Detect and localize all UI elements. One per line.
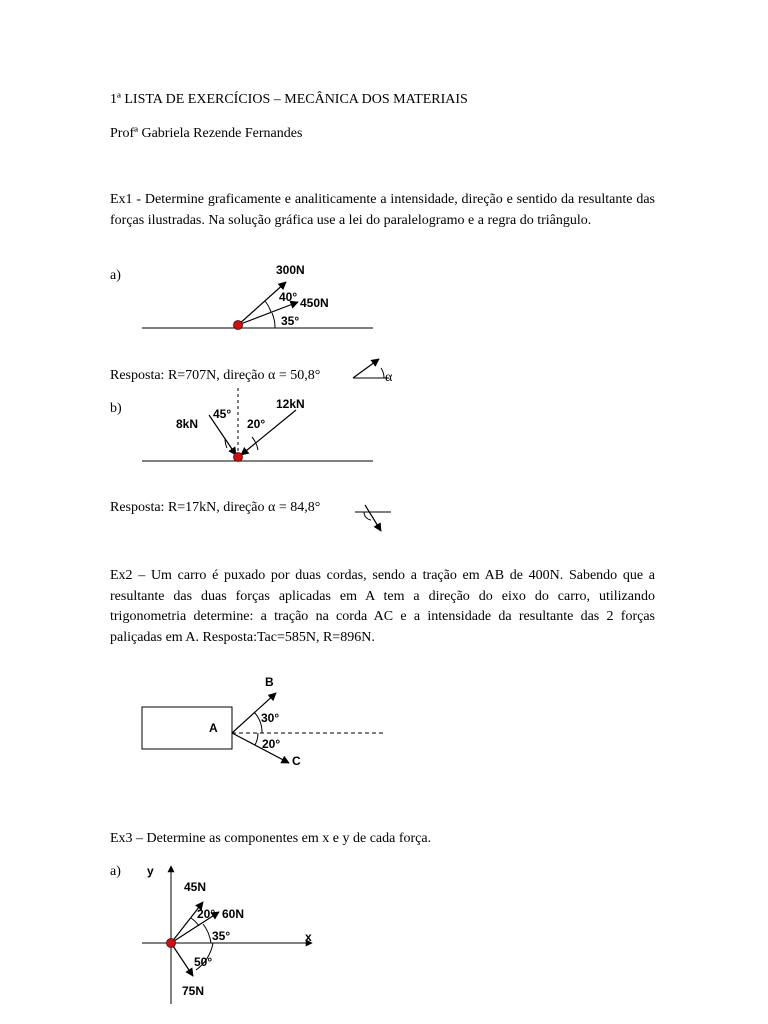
ex3-a-label-60n: 60N [222, 907, 245, 921]
ex3-a-origin-point [167, 939, 176, 948]
ex3-a-label-45n: 45N [184, 880, 207, 894]
ex2-label-30deg: 30° [261, 711, 280, 725]
ex3-a-item: a) [110, 864, 121, 879]
ex3-a-diagram [142, 864, 312, 1004]
ex1-a-label-300n: 300N [276, 263, 305, 277]
ex3-a-label-20deg: 20° [197, 907, 216, 921]
page-title: 1ª LISTA DE EXERCÍCIOS – MECÂNICA DOS MATERIAIS [110, 92, 468, 107]
ex1-a-arc-40 [265, 301, 271, 312]
ex1-a-alpha-arrow [353, 359, 379, 378]
ex1-a-answer: Resposta: R=707N, direção α = 50,8° [110, 368, 321, 383]
ex1-a-item: a) [110, 268, 121, 283]
ex1-statement: Ex1 - Determine graficamente e analiticamente a intensidade, direção e sentido da resultante das forças ilustradas. Na solução gráfica use a lei do paralelogramo e a regra do triângulo. [110, 192, 655, 228]
ex3-a-force-75n [171, 943, 193, 976]
ex3-a-label-75n: 75N [182, 984, 205, 998]
ex3-a-label-x: x [305, 930, 312, 944]
ex3-statement: Ex3 – Determine as componentes em x e y de cada força. [110, 831, 432, 846]
ex1-b-diagram [142, 388, 391, 531]
ex2-car-box [142, 707, 232, 749]
ex2-label-c: C [292, 754, 301, 768]
ex1-a-label-450n: 450N [300, 296, 329, 310]
ex2-arc-20 [255, 733, 258, 745]
ex3-a-label-y: y [147, 864, 154, 878]
ex2-statement: Ex2 – Um carro é puxado por duas cordas, sendo a tração em AB de 400N. Sabendo que a resultante das duas forças aplicadas em A tem a direção do eixo do carro, utilizando trigonometria determine: a tração na corda AC e a intensidade da resultante das 2 forças paliçadas em A. Resposta:Tac=585N, R=896N. [110, 568, 655, 645]
ex2-rope-ac [232, 733, 289, 763]
ex1-b-label-12kn: 12kN [276, 397, 305, 411]
ex2-label-a: A [209, 721, 218, 735]
ex1-a-alpha-arc [381, 368, 384, 378]
ex3-a-label-50deg: 50° [194, 955, 213, 969]
ex1-b-force-8kn [209, 415, 236, 455]
ex1-b-label-45deg: 45° [213, 407, 232, 421]
ex1-b-point [234, 453, 243, 462]
ex1-b-answer: Resposta: R=17kN, direção α = 84,8° [110, 500, 321, 515]
professor-name: Profª Gabriela Rezende Fernandes [110, 126, 303, 141]
ex1-a-diagram [142, 263, 393, 385]
ex1-a-label-40deg: 40° [279, 290, 298, 304]
ex1-a-point [234, 321, 243, 330]
ex1-a-arc-35 [272, 313, 275, 328]
ex2-label-20deg: 20° [262, 737, 281, 751]
ex2-diagram [142, 675, 384, 768]
ex1-a-label-35deg: 35° [281, 314, 300, 328]
ex1-a-alpha-label: α [385, 370, 393, 385]
ex1-b-label-20deg: 20° [247, 417, 266, 431]
ex2-label-b: B [265, 675, 274, 689]
ex3-a-arc-35 [203, 924, 211, 943]
ex1-b-label-8kn: 8kN [176, 417, 199, 431]
ex1-b-item: b) [110, 401, 122, 416]
ex3-a-label-35deg: 35° [212, 929, 231, 943]
